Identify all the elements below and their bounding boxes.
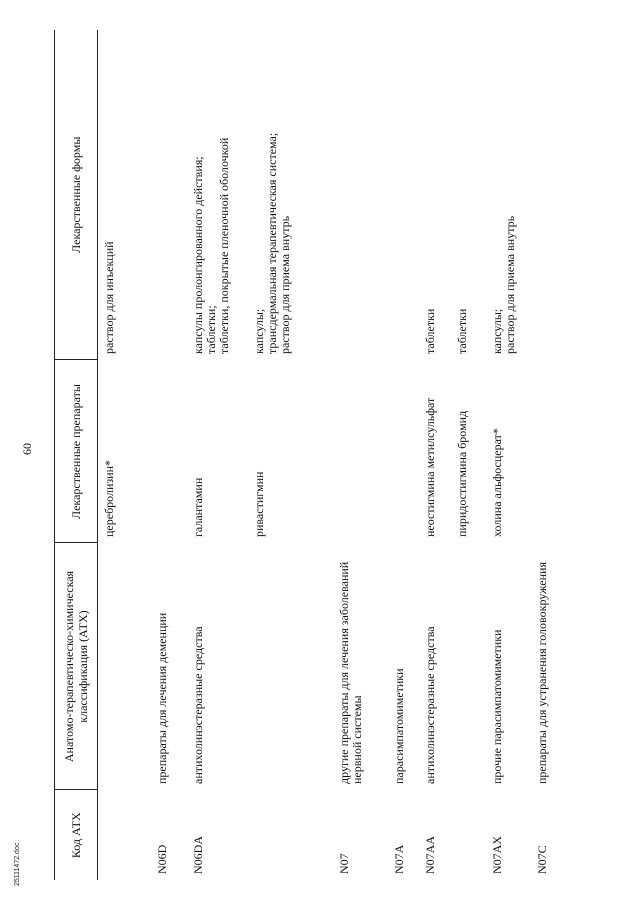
row-classification	[452, 543, 486, 790]
row-drug	[388, 360, 418, 543]
row-code	[452, 790, 486, 880]
document-filename: 25111472.doc	[14, 842, 21, 886]
header-drugs: Лекарственные препараты	[55, 360, 98, 543]
row-form	[531, 30, 571, 360]
header-classification: Анатомо-терапевтическо-химическая классификация (АТХ)	[55, 543, 98, 790]
row-form	[388, 30, 418, 360]
table-row	[486, 30, 531, 880]
row-code: N07C	[534, 845, 549, 874]
row-form	[332, 30, 388, 360]
table-header-row	[55, 30, 98, 880]
row-code	[245, 790, 332, 880]
row-code: N06D	[154, 844, 169, 874]
row-classification	[98, 543, 149, 790]
rotated-table-container	[54, 30, 634, 880]
row-drug: пиридостигмина бромид	[454, 410, 469, 537]
row-code	[98, 790, 149, 880]
row-code: N07AA	[422, 836, 437, 874]
row-form: капсулы; раствор для приема внутрь	[489, 215, 517, 354]
row-form: капсулы пролонгированного действия; таблетки; таблетки, покрытые пленочной оболочкой	[190, 137, 231, 354]
row-drug: галантамин	[190, 477, 205, 537]
table-row	[332, 30, 388, 880]
row-classification: антихолинэстеразные средства	[190, 626, 205, 784]
row-classification: парасимпатомиметики	[391, 668, 406, 784]
table-row	[388, 30, 418, 880]
table-row	[183, 30, 245, 880]
row-drug: ривастигмин	[251, 471, 266, 537]
table-row	[452, 30, 486, 880]
table-row	[98, 30, 149, 880]
header-code: Код АТХ	[55, 790, 98, 880]
row-form: раствор для инъекций	[102, 241, 116, 354]
table-row	[149, 30, 183, 880]
row-classification: антихолинэстеразные средства	[422, 626, 437, 784]
row-form	[149, 30, 183, 360]
page-number: 60	[20, 443, 34, 455]
row-form: таблетки	[422, 308, 437, 354]
row-code: N07AX	[489, 836, 504, 874]
row-form: таблетки	[454, 308, 469, 354]
row-classification: препараты для устранения головокружения	[534, 562, 549, 784]
row-code: N07A	[391, 844, 406, 874]
row-drug	[531, 360, 571, 543]
row-classification	[245, 543, 332, 790]
header-forms: Лекарственные формы	[55, 30, 98, 360]
row-classification: другие препараты для лечения заболеваний нервной системы	[336, 561, 364, 784]
row-drug: церебролизин*	[102, 459, 116, 537]
drug-classification-table	[54, 30, 571, 880]
row-code: N07	[336, 853, 351, 874]
row-classification: препараты для лечения деменции	[154, 612, 169, 784]
table-row	[245, 30, 332, 880]
table-row	[531, 30, 571, 880]
table-row	[418, 30, 452, 880]
row-classification: прочие парасимпатомиметики	[489, 629, 504, 784]
row-form: капсулы; трансдермальная терапевтическая система; раствор для приема внутрь	[251, 132, 292, 354]
row-code: N06DA	[190, 836, 205, 874]
row-drug: неостигмина метилсульфат	[422, 397, 437, 537]
row-drug	[149, 360, 183, 543]
row-drug: холина альфосцерат*	[489, 428, 504, 537]
row-drug	[332, 360, 388, 543]
